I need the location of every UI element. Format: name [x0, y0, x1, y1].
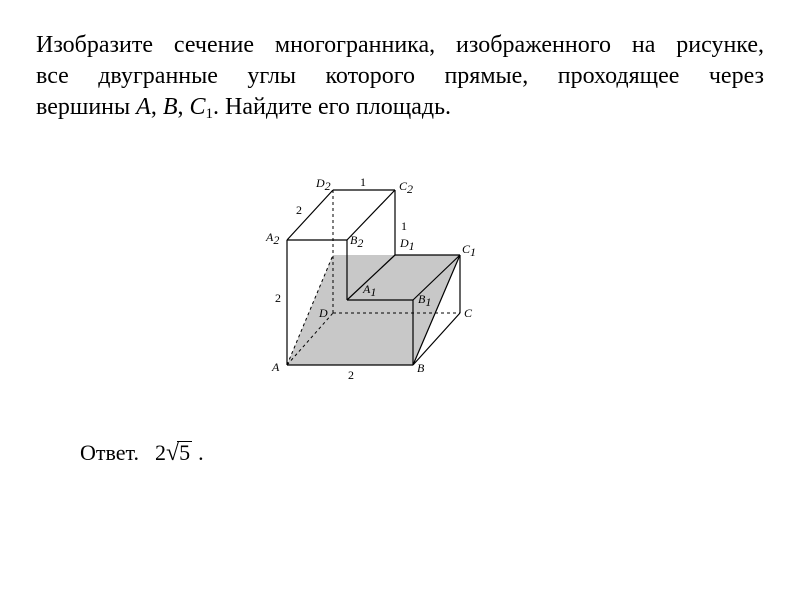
section-polygon	[287, 255, 460, 365]
separator-1: ,	[150, 94, 163, 120]
label-b: B	[417, 361, 425, 375]
separator-2: ,	[177, 94, 190, 120]
label-c2: C2	[399, 179, 414, 196]
problem-line-2: все двугранные углы которого прямые, проходящее через	[36, 63, 764, 89]
vertex-b: B	[162, 94, 178, 120]
length-bottom-edge: 2	[348, 368, 354, 382]
vertex-c: C	[189, 94, 206, 120]
length-left-height: 2	[275, 291, 281, 305]
label-c: C	[464, 306, 473, 320]
label-b2: B2	[350, 233, 364, 250]
label-b1: B1	[418, 292, 432, 309]
label-a1: A1	[363, 282, 377, 299]
answer-radicand: 5	[179, 440, 191, 465]
problem-line-3	[36, 92, 764, 123]
problem-line-3-suffix: . Найдите его площадь.	[213, 94, 452, 120]
label-d1: D1	[400, 236, 415, 253]
problem-line-1: Изобразите сечение многогранника, изображенного на рисунке,	[36, 32, 764, 58]
length-top-edge: 1	[360, 175, 366, 189]
sqrt-sign-icon: √	[166, 440, 180, 466]
label-d2: D2	[316, 176, 331, 193]
answer	[80, 440, 204, 467]
length-right-step: 1	[401, 219, 407, 233]
polyhedron-figure	[255, 165, 495, 385]
vertex-a: A	[136, 94, 151, 120]
label-a: A	[272, 360, 280, 374]
length-left-top-edge: 2	[296, 203, 302, 217]
problem-text	[36, 30, 764, 123]
answer-label: Ответ.	[80, 440, 139, 465]
label-a2: A2	[266, 230, 280, 247]
label-d: D	[319, 306, 328, 320]
problem-line-3-prefix: вершины	[36, 94, 137, 120]
answer-coefficient: 2	[155, 440, 166, 465]
answer-end: .	[198, 440, 204, 465]
square-root	[166, 440, 192, 467]
label-c1: C1	[462, 242, 477, 259]
vertex-c-subscript: 1	[205, 106, 213, 122]
